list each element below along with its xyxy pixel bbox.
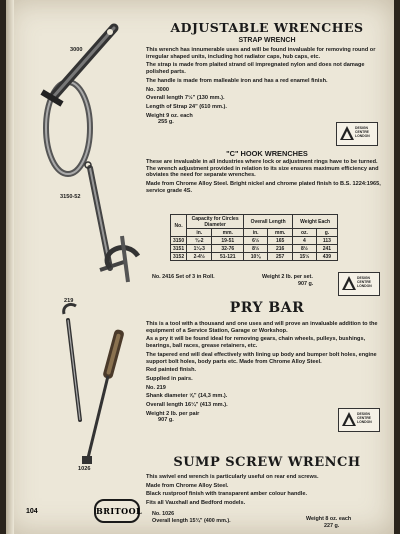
sump-weight-grams: 227 g. xyxy=(324,523,340,529)
unit-in: in. xyxy=(187,229,212,237)
triangle-icon xyxy=(341,275,357,291)
tool-illustrations xyxy=(6,0,146,534)
set-weight: Weight 2 lb. per set. xyxy=(262,274,313,280)
strap-para-3: The handle is made from malleable iron and has a red enamel finish. xyxy=(146,77,328,84)
table-cell: 113 xyxy=(316,237,337,245)
pry-weight: Weight 2 lb. per pair xyxy=(146,410,200,417)
triangle-icon xyxy=(341,411,357,427)
sump-weight: Weight 8 oz. each xyxy=(306,516,352,522)
table-cell: 165 xyxy=(268,237,293,245)
unit-in: in. xyxy=(244,229,268,237)
table-cell: ¾-2 xyxy=(187,237,212,245)
c-hook-text xyxy=(146,159,388,195)
pry-para-4: Red painted finish. xyxy=(146,367,197,374)
pry-shank: Shank diameter ⅝" (14,3 mm.). xyxy=(146,393,228,400)
sump-para-4: Fits all Vauxhall and Bedford models. xyxy=(146,500,246,507)
strap-weight-grams: 255 g. xyxy=(158,119,174,126)
unit-mm: mm. xyxy=(212,229,244,237)
table-row xyxy=(171,253,338,261)
label-1026: 1026 xyxy=(78,466,91,472)
table-cell: 3151 xyxy=(171,245,187,253)
triangle-icon xyxy=(339,125,355,141)
c-hook-wrench-illustration xyxy=(85,162,138,282)
label-3150-52: 3150-52 xyxy=(60,194,81,200)
britool-logo: BRITOOL xyxy=(94,499,140,523)
section-title-c-hook: "C" HOOK WRENCHES xyxy=(226,149,308,158)
table-cell: 1¼-3 xyxy=(187,245,212,253)
section-title-pry-bar: PRY BAR xyxy=(229,300,305,316)
table-cell: 2-4½ xyxy=(187,253,212,261)
logo-text-2: DESIGN CENTRE LONDON xyxy=(357,276,372,288)
c-hook-spec-table xyxy=(170,214,338,261)
table-cell: 10⅛ xyxy=(244,253,268,261)
strap-weight: Weight 9 oz. each xyxy=(146,112,193,119)
pry-para-1: This is a tool with a thousand and one uses and will prove an invaluable addition to the equipment of a Service Station, Garage or Workshop. xyxy=(146,321,378,334)
strap-number: No. 3000 xyxy=(146,86,170,93)
unit-mm: mm. xyxy=(268,229,293,237)
sump-para-1: This swivel end wrench is particularly useful on rear end screws. xyxy=(146,474,319,480)
strap-length: Length of Strap 24" (610 mm.). xyxy=(146,103,227,110)
unit-oz: oz. xyxy=(293,229,317,237)
section-title-adjustable-wrenches: ADJUSTABLE WRENCHES xyxy=(170,20,364,35)
th-length: Overall Length xyxy=(244,215,293,229)
c-hook-para-1: These are invaluable in all industries where lock or adjustment rings have to be turned. The wrench adjustment provided in relation to its size ensures maximum efficiency and obviates the need for separate wrenches. xyxy=(146,159,379,179)
table-cell: 439 xyxy=(316,253,337,261)
table-cell: 6½ xyxy=(244,237,268,245)
table-cell: 15½ xyxy=(293,253,317,261)
table-row xyxy=(171,237,338,245)
logo-text-3: DESIGN CENTRE LONDON xyxy=(357,412,372,424)
table-row xyxy=(171,245,338,253)
th-weight: Weight Each xyxy=(293,215,338,229)
table-cell: 241 xyxy=(316,245,337,253)
table-cell: 19-51 xyxy=(212,237,244,245)
design-centre-logo-2 xyxy=(338,272,380,296)
pry-bar-illustration xyxy=(64,304,80,420)
set-of-three: No. 2416 Set of 3 in Roll. xyxy=(152,274,215,280)
logo-text-1: DESIGN CENTRE LONDON xyxy=(355,126,370,138)
table-cell: 4 xyxy=(293,237,317,245)
page-number: 104 xyxy=(26,508,38,515)
sump-para-2: Made from Chrome Alloy Steel. xyxy=(146,482,229,489)
unit-g: g. xyxy=(316,229,337,237)
th-no: No. xyxy=(171,215,187,237)
subtitle-strap-wrench: STRAP WRENCH xyxy=(238,37,296,44)
pry-number: No. 219 xyxy=(146,384,166,391)
label-3000: 3000 xyxy=(70,47,83,53)
section-title-sump-wrench: SUMP SCREW WRENCH xyxy=(173,455,361,470)
catalogue-page xyxy=(6,0,394,534)
strap-overall-length: Overall length 7½" (130 mm.). xyxy=(146,95,225,102)
sump-number: No. 1026 xyxy=(152,511,175,517)
design-centre-logo-1 xyxy=(336,122,378,146)
table-cell: 8½ xyxy=(244,245,268,253)
label-219: 219 xyxy=(64,298,74,304)
strap-para-1: This wrench has innumerable uses and will be found invaluable for removing round or irregular shaped units, including hot radiator caps, hub caps, etc. xyxy=(146,47,376,60)
pry-para-5: Supplied in pairs. xyxy=(146,375,193,382)
table-cell: 51-121 xyxy=(212,253,244,261)
strap-para-2: The strap is made from plaited strand oil impregnated nylon and does not damage polished parts. xyxy=(146,62,365,76)
design-centre-logo-3 xyxy=(338,408,380,432)
table-cell: 3152 xyxy=(171,253,187,261)
c-hook-para-2: Made from Chrome Alloy Steel. Bright nickel and chrome plated finish to B.S. 1224:1965, service grade 4S. xyxy=(146,181,381,194)
pry-weight-grams: 907 g. xyxy=(158,417,174,424)
pry-overall: Overall length 16¼" (413 mm.). xyxy=(146,402,228,409)
table-cell: 32-76 xyxy=(212,245,244,253)
sump-wrench-text xyxy=(146,474,388,507)
table-cell: 8½ xyxy=(293,245,317,253)
pry-para-2: As a pry it will be found ideal for removing gears, chain wheels, pulleys, bushings, bearings, ball races, grease retainers, etc. xyxy=(146,336,366,350)
table-cell: 3150 xyxy=(171,237,187,245)
set-weight-grams: 907 g. xyxy=(298,281,314,287)
sump-overall: Overall length 15¾" (400 mm.). xyxy=(152,518,231,524)
sump-wrench-illustration xyxy=(82,329,125,464)
strap-wrench-text xyxy=(146,47,388,126)
table-cell: 216 xyxy=(268,245,293,253)
table-cell: 257 xyxy=(268,253,293,261)
pry-para-3: The tapered end will deal effectively with lining up body and bumper bolt holes, engine support bolt holes, body parts etc. Made from Chrome Alloy Steel. xyxy=(146,351,377,365)
sump-para-3: Black rustproof finish with transparent amber colour handle. xyxy=(146,491,308,498)
th-capacity: Capacity for Circles Diameter xyxy=(187,215,244,229)
